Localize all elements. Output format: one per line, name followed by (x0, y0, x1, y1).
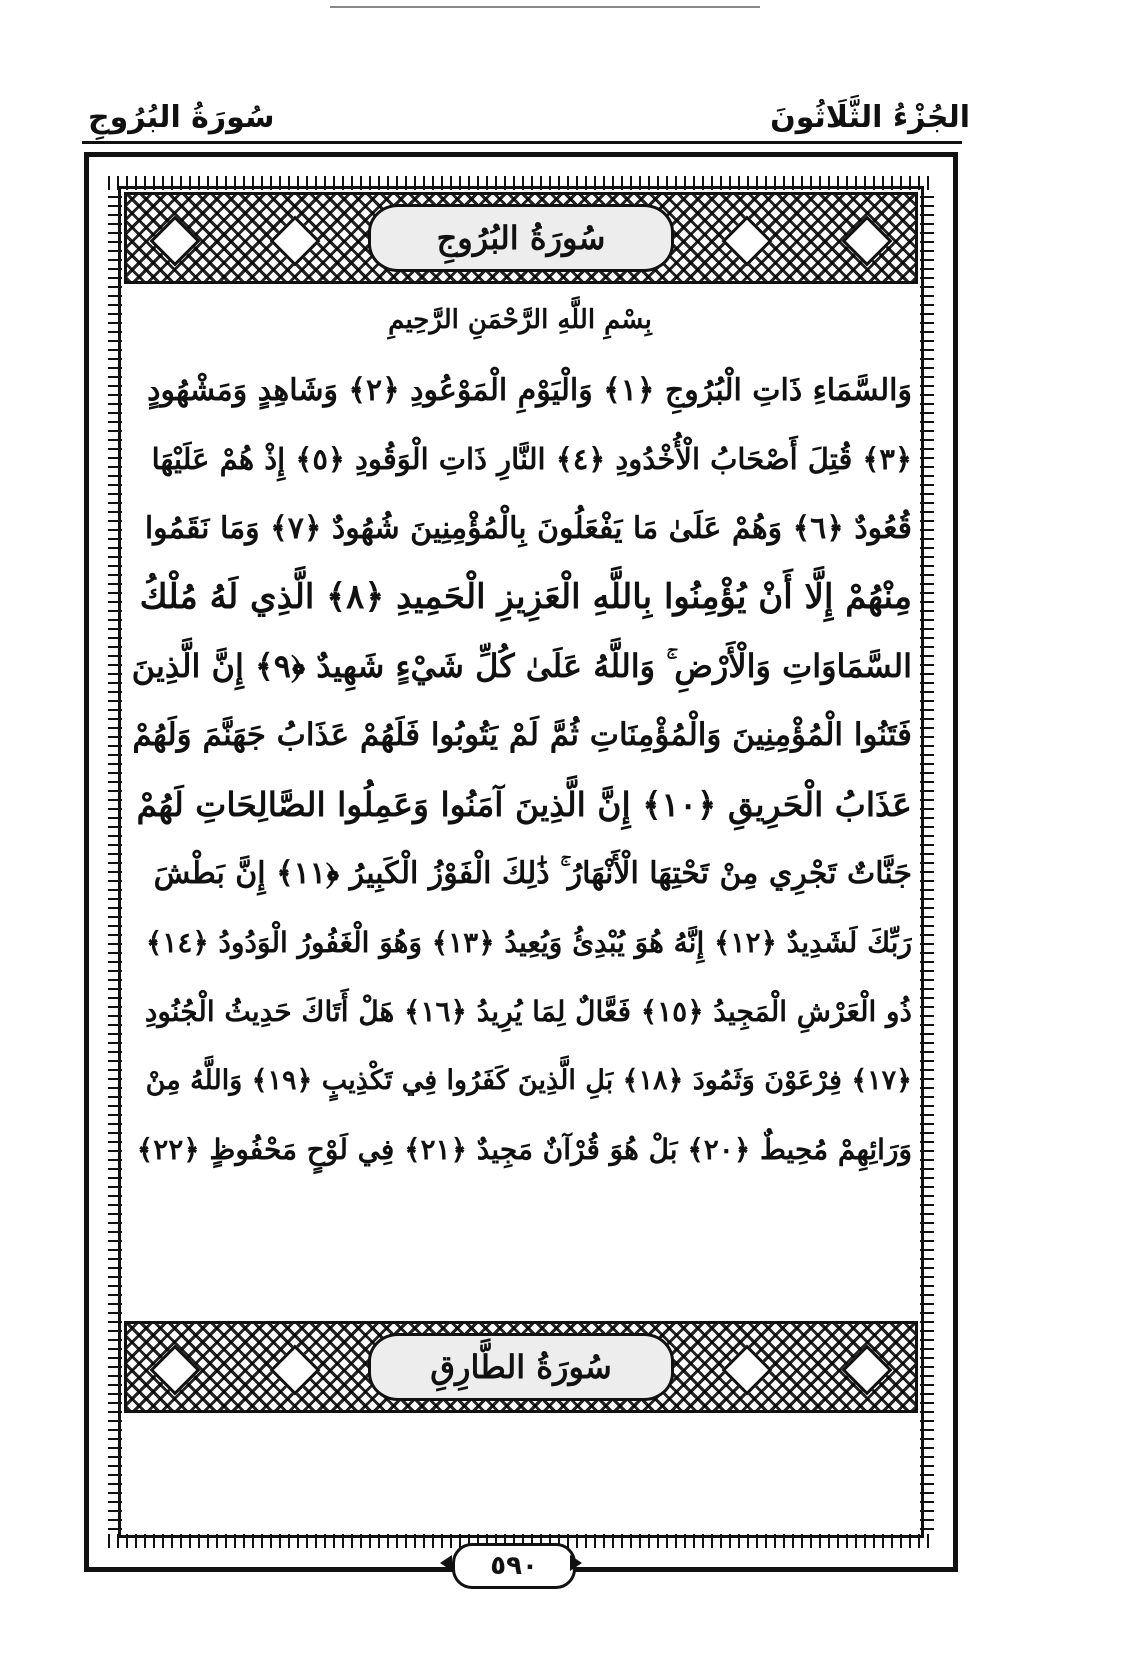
top-rule (330, 6, 760, 8)
line-text: وَالسَّمَاءِ ذَاتِ الْبُرُوجِ ﴿١﴾ وَالْيَوْمِ الْمَوْعُودِ ﴿٢﴾ وَشَاهِدٍ وَمَشْهُودٍ (147, 373, 912, 408)
line-text: مِنْهُمْ إِلَّا أَنْ يُؤْمِنُوا بِاللَّهِ الْعَزِيزِ الْحَمِيدِ ﴿٨﴾ الَّذِي لَهُ مُلْكُ (139, 577, 912, 617)
header-rule (82, 141, 962, 144)
ornament-knot-icon (270, 216, 321, 267)
text-line (130, 494, 912, 563)
text-line (130, 1115, 912, 1184)
juz-heading: الجُزْءُ الثَّلَاثُونَ (770, 100, 970, 135)
text-line (130, 1046, 912, 1115)
line-text: رَبِّكَ لَشَدِيدٌ ﴿١٢﴾ إِنَّهُ هُوَ يُبْدِئُ وَيُعِيدُ ﴿١٣﴾ وَهُوَ الْغَفُورُ الْوَدُودُ ﴿١٤﴾ (145, 926, 912, 959)
bismillah: بِسْمِ اللَّهِ الرَّحْمَنِ الرَّحِيمِ (388, 305, 652, 335)
text-line (130, 425, 912, 494)
ornament-knot-icon (150, 1345, 201, 1396)
line-text: ﴿٣﴾ قُتِلَ أَصْحَابُ الْأُخْدُودِ ﴿٤﴾ النَّارِ ذَاتِ الْوَقُودِ ﴿٥﴾ إِذْ هُمْ عَلَيْهَا (151, 442, 912, 476)
text-line (130, 839, 912, 908)
ornament-knot-icon (722, 1345, 773, 1396)
line-text: السَّمَاوَاتِ وَالْأَرْضِ ۚ وَاللَّهُ عَلَىٰ كُلِّ شَيْءٍ شَهِيدٌ ﴿٩﴾ إِنَّ الَّذِينَ (131, 647, 912, 685)
text-line (130, 563, 912, 632)
quran-text-block (130, 356, 912, 1184)
page-number: ٥٩٠ (452, 1543, 576, 1589)
line-text: وَرَائِهِمْ مُحِيطٌ ﴿٢٠﴾ بَلْ هُوَ قُرْآنٌ مَجِيدٌ ﴿٢١﴾ فِي لَوْحٍ مَحْفُوظٍ ﴿٢٢﴾ (136, 1133, 912, 1166)
ornament-knot-icon (270, 1345, 321, 1396)
text-line (130, 356, 912, 425)
surah-title: سُورَةُ البُرُوجِ (368, 204, 674, 272)
line-text: فَتَنُوا الْمُؤْمِنِينَ وَالْمُؤْمِنَاتِ ثُمَّ لَمْ يَتُوبُوا فَلَهُمْ عَذَابُ جَهَنَّمَ وَلَهُمْ (132, 717, 912, 753)
page-tab-left-arrow-icon (440, 1555, 452, 1571)
surah-title-banner (124, 192, 918, 284)
line-text: قُعُودٌ ﴿٦﴾ وَهُمْ عَلَىٰ مَا يَفْعَلُونَ بِالْمُؤْمِنِينَ شُهُودٌ ﴿٧﴾ وَمَا نَقَمُوا (144, 511, 912, 546)
text-line (130, 770, 912, 839)
line-text: ذُو الْعَرْشِ الْمَجِيدُ ﴿١٥﴾ فَعَّالٌ لِمَا يُرِيدُ ﴿١٦﴾ هَلْ أَتَاكَ حَدِيثُ الْجُنُودِ (144, 995, 912, 1028)
ornament-knot-icon (722, 216, 773, 267)
text-line (130, 701, 912, 770)
ornament-knot-icon (150, 216, 201, 267)
line-text: عَذَابُ الْحَرِيقِ ﴿١٠﴾ إِنَّ الَّذِينَ آمَنُوا وَعَمِلُوا الصَّالِحَاتِ لَهُمْ (136, 785, 912, 824)
ornament-knot-icon (842, 1345, 893, 1396)
text-line (130, 632, 912, 701)
line-text: جَنَّاتٌ تَجْرِي مِنْ تَحْتِهَا الْأَنْهَارُ ۚ ذَٰلِكَ الْفَوْزُ الْكَبِيرُ ﴿١١﴾ إِنَّ بَطْشَ (153, 856, 912, 891)
text-line (130, 908, 912, 977)
next-surah-title: سُورَةُ الطَّارِقِ (368, 1333, 674, 1401)
page-tab-right-arrow-icon (570, 1555, 582, 1571)
next-surah-banner (124, 1321, 918, 1413)
line-text: ﴿١٧﴾ فِرْعَوْنَ وَثَمُودَ ﴿١٨﴾ بَلِ الَّذِينَ كَفَرُوا فِي تَكْذِيبٍ ﴿١٩﴾ وَاللَّهُ مِنْ (145, 1065, 912, 1096)
text-line (130, 977, 912, 1046)
ornament-knot-icon (842, 216, 893, 267)
surah-running-heading: سُورَةُ البُرُوجِ (88, 100, 275, 135)
